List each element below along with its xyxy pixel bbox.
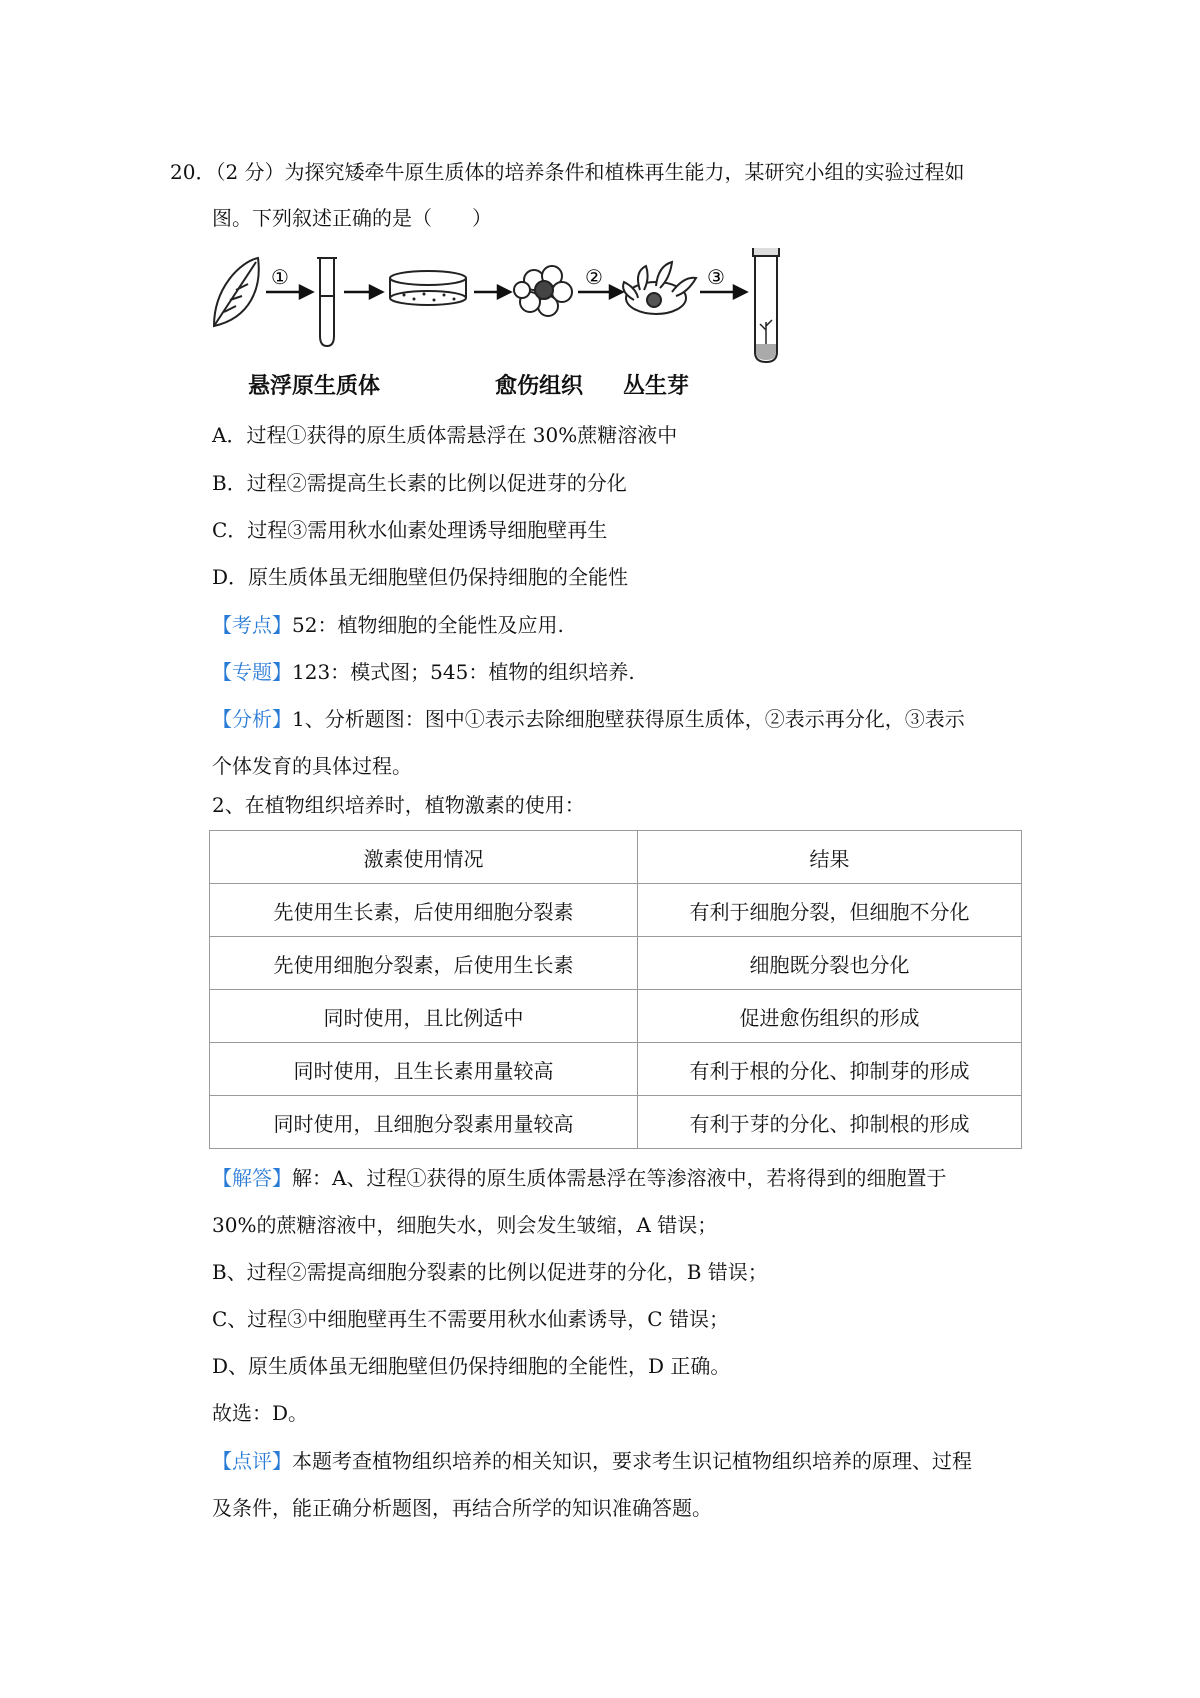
arrow-transfer-2 — [474, 286, 510, 298]
table-header-cell: 激素使用情况 — [210, 831, 638, 884]
table-row — [210, 884, 1022, 937]
question-line-2: 图。下列叙述正确的是（ ） — [212, 206, 492, 230]
table-header-cell: 结果 — [638, 831, 1022, 884]
experiment-diagram — [210, 248, 850, 388]
jieda-tag: 【解答】 — [212, 1166, 292, 1190]
dianping-line-1: 本题考查植物组织培养的相关知识，要求考生识记植物组织培养的原理、过程 — [292, 1449, 972, 1473]
jieda-line-2: 30%的蔗糖溶液中，细胞失水，则会发生皱缩，A 错误； — [212, 1213, 718, 1237]
petri-dish-icon — [390, 271, 466, 305]
dianping-line-2: 及条件，能正确分析题图，再结合所学的知识准确答题。 — [212, 1496, 712, 1520]
jieda-section — [212, 1163, 946, 1193]
zhuanti-section — [212, 657, 635, 687]
table-cell: 细胞既分裂也分化 — [638, 937, 1022, 990]
table-cell: 同时使用，且细胞分裂素用量较高 — [210, 1096, 638, 1149]
option-b: B．过程②需提高生长素的比例以促进芽的分化 — [212, 471, 627, 495]
table-cell: 促进愈伤组织的形成 — [638, 990, 1022, 1043]
table-header-row — [210, 831, 1022, 884]
table-cell: 同时使用，且比例适中 — [210, 990, 638, 1043]
table-row — [210, 1043, 1022, 1096]
question-line-1: 20．（2 分）为探究矮牵牛原生质体的培养条件和植株再生能力，某研究小组的实验过程如 — [170, 160, 965, 184]
table-row — [210, 990, 1022, 1043]
jieda-line-4: C、过程③中细胞壁再生不需要用秋水仙素诱导，C 错误； — [212, 1307, 729, 1331]
fenxi-line-3: 2、在植物组织培养时，植物激素的使用： — [212, 793, 585, 817]
fenxi-tag: 【分析】 — [212, 707, 292, 731]
table-cell: 有利于芽的分化、抑制根的形成 — [638, 1096, 1022, 1149]
jieda-line-3: B、过程②需提高细胞分裂素的比例以促进芽的分化，B 错误； — [212, 1260, 768, 1284]
kaodian-text: 52：植物细胞的全能性及应用. — [292, 613, 564, 637]
jieda-line-5: D、原生质体虽无细胞壁但仍保持细胞的全能性，D 正确。 — [212, 1354, 731, 1378]
test-tube-icon — [317, 258, 337, 346]
table-cell: 先使用细胞分裂素，后使用生长素 — [210, 937, 638, 990]
step-3-marker: ③ — [707, 265, 725, 289]
arrow-transfer-1 — [344, 286, 382, 298]
table-cell: 有利于细胞分裂，但细胞不分化 — [638, 884, 1022, 937]
table-cell: 先使用生长素，后使用细胞分裂素 — [210, 884, 638, 937]
kaodian-tag: 【考点】 — [212, 613, 292, 637]
option-d: D．原生质体虽无细胞壁但仍保持细胞的全能性 — [212, 565, 629, 589]
dianping-tag: 【点评】 — [212, 1449, 292, 1473]
label-protoplast: 悬浮原生质体 — [248, 374, 381, 399]
kaodian-section — [212, 610, 564, 640]
zhuanti-text: 123：模式图；545：植物的组织培养. — [292, 660, 635, 684]
fenxi-section — [212, 704, 965, 734]
label-shoots: 丛生芽 — [623, 374, 690, 399]
step-1-marker: ① — [271, 265, 289, 289]
callus-icon — [514, 266, 572, 316]
fenxi-line-1: 1、分析题图：图中①表示去除细胞壁获得原生质体，②表示再分化，③表示 — [292, 707, 965, 731]
fenxi-line-2: 个体发育的具体过程。 — [212, 754, 412, 778]
dianping-section — [212, 1446, 972, 1476]
hormone-table — [209, 830, 1022, 1149]
jieda-line-1: 解：A、过程①获得的原生质体需悬浮在等渗溶液中，若将得到的细胞置于 — [292, 1166, 947, 1190]
label-callus: 愈伤组织 — [495, 374, 584, 399]
leaf-icon — [214, 258, 259, 326]
table-cell: 有利于根的分化、抑制芽的形成 — [638, 1043, 1022, 1096]
table-row — [210, 937, 1022, 990]
culture-tube-icon — [753, 248, 779, 362]
shoots-icon — [623, 262, 696, 314]
zhuanti-tag: 【专题】 — [212, 660, 292, 684]
jieda-line-6: 故选：D。 — [212, 1401, 309, 1425]
option-a: A．过程①获得的原生质体需悬浮在 30%蔗糖溶液中 — [212, 423, 678, 447]
table-row — [210, 1096, 1022, 1149]
step-2-marker: ② — [585, 265, 603, 289]
table-cell: 同时使用，且生长素用量较高 — [210, 1043, 638, 1096]
option-c: C．过程③需用秋水仙素处理诱导细胞壁再生 — [212, 518, 608, 542]
